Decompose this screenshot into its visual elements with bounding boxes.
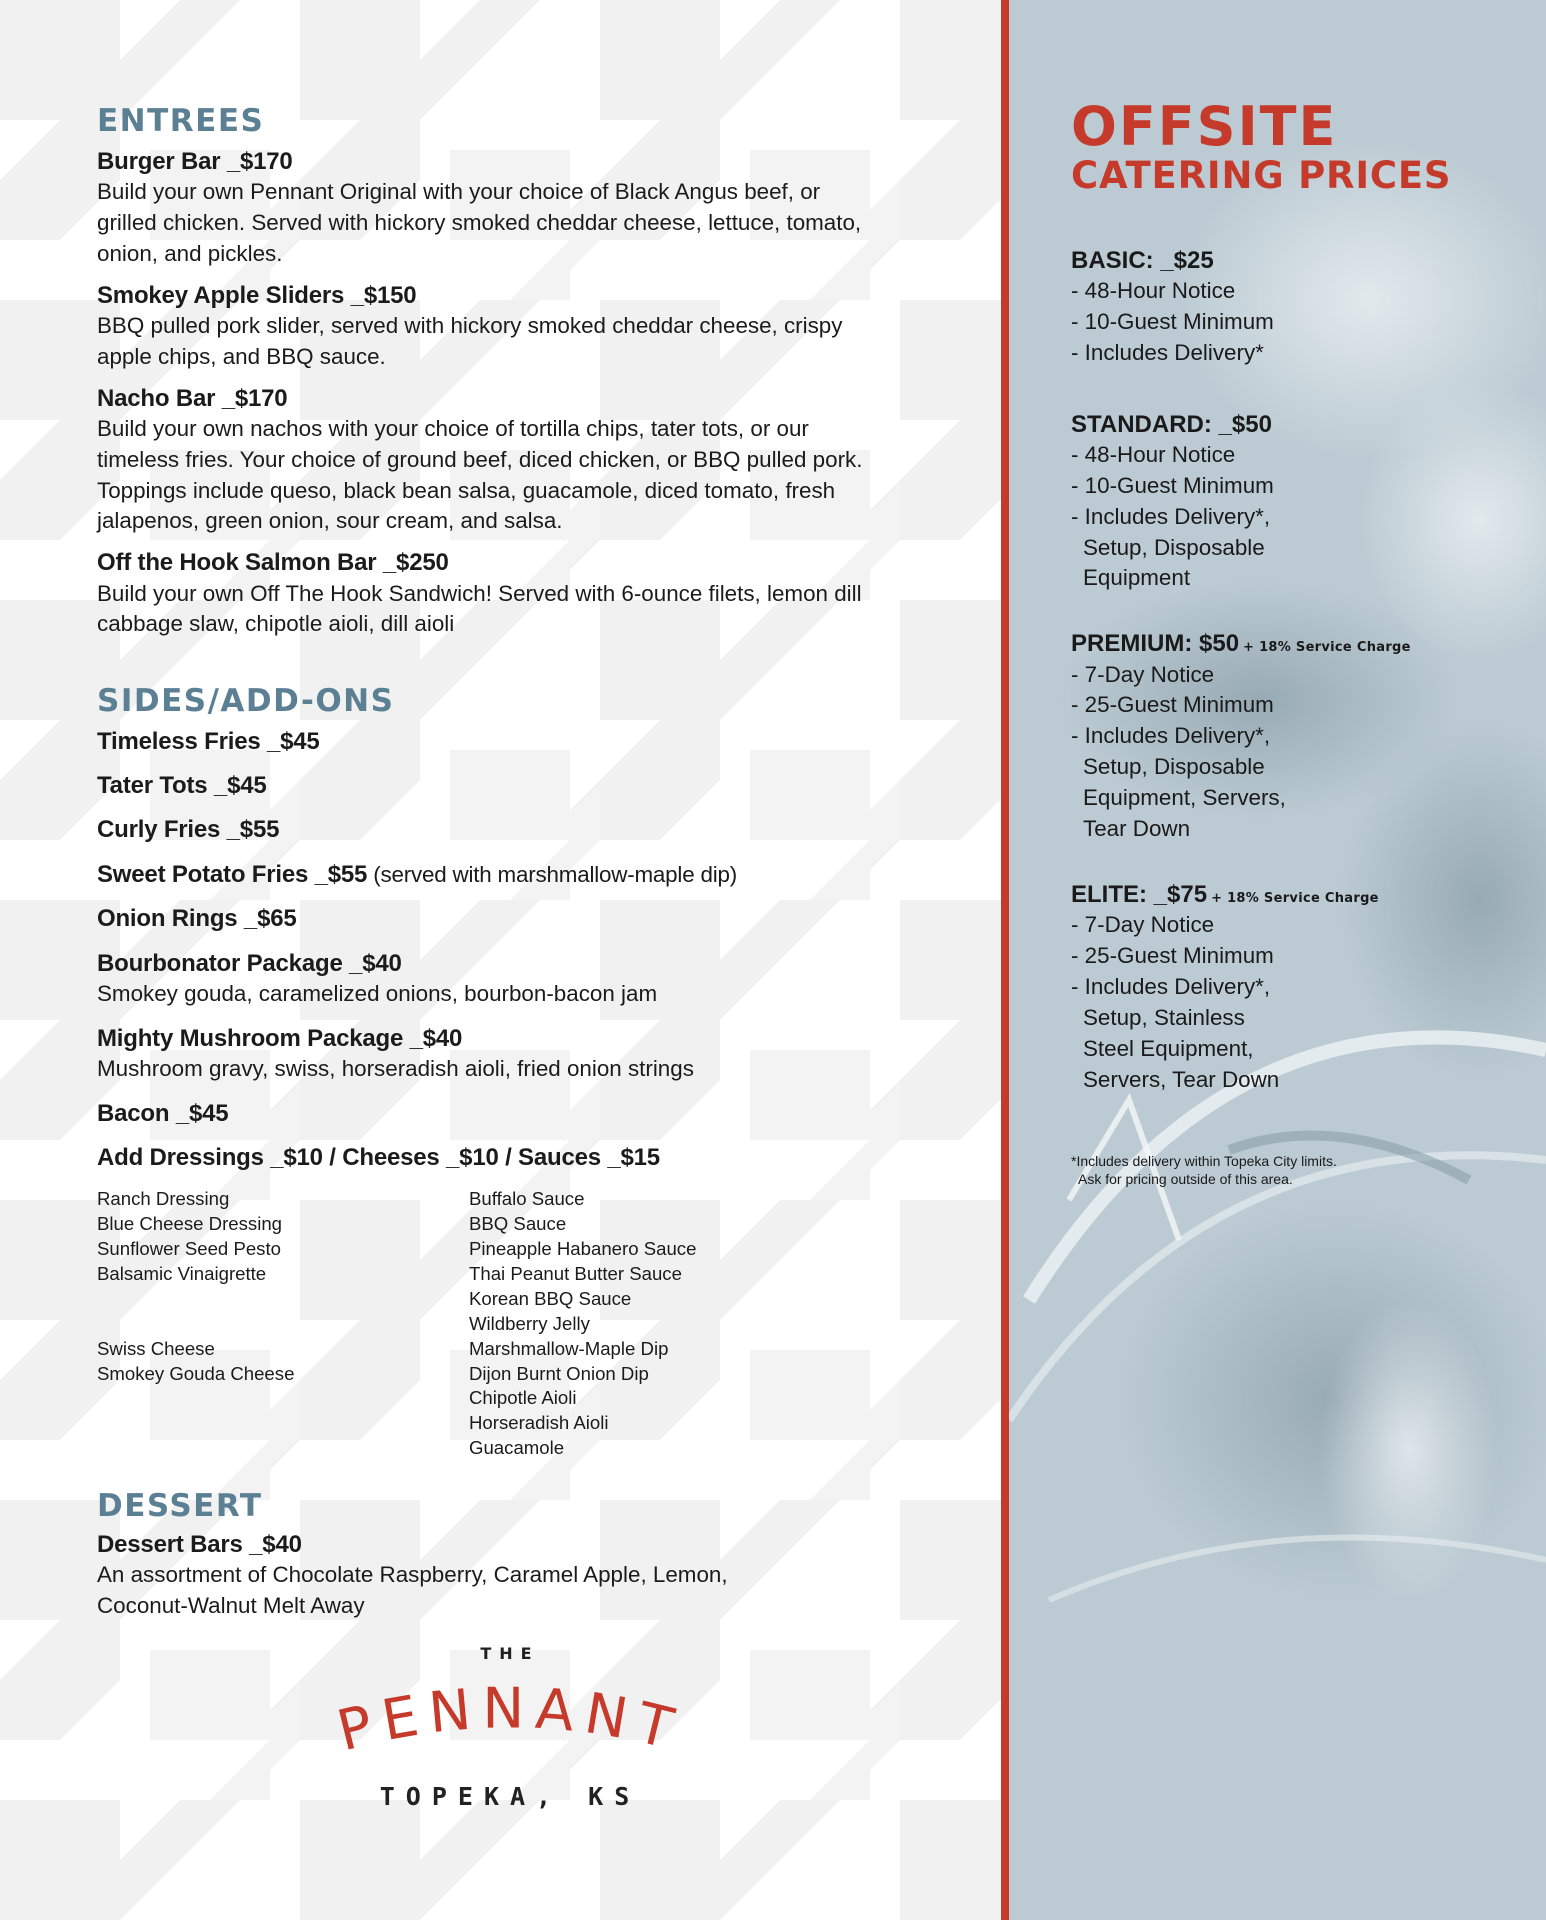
pennant-logo — [290, 1638, 750, 1818]
tier-line: - 7-Day Notice — [1071, 912, 1215, 938]
side-item — [97, 859, 947, 891]
menu-item — [97, 547, 947, 640]
service-charge: + 18% Service Charge — [1243, 640, 1411, 656]
desc-line: Toppings include queso, black bean salsa, guacamole, diced tomato, fresh — [97, 477, 836, 503]
logo-the: THE — [480, 1644, 540, 1663]
side-item: Curly Fries _$55 — [97, 816, 280, 844]
sauce-item: Horseradish Aioli — [469, 1412, 609, 1434]
sauce-item: BBQ Sauce — [469, 1213, 567, 1235]
desc-line: Build your own Pennant Original with your choice of Black Angus beef, or — [97, 178, 821, 204]
sauce-item: Chipotle Aioli — [469, 1387, 577, 1409]
tier-basic — [1071, 245, 1541, 369]
desc-line: An assortment of Chocolate Raspberry, Caramel Apple, Lemon, — [97, 1562, 728, 1588]
cheese-item: Smokey Gouda Cheese — [97, 1362, 295, 1384]
delivery-footnote — [1071, 1152, 1541, 1190]
catering-title: OFFSITE — [1071, 95, 1338, 158]
footnote-line: *Includes delivery within Topeka City limits. — [1071, 1152, 1337, 1169]
menu-item — [97, 280, 947, 373]
tier-line: - 48-Hour Notice — [1071, 441, 1236, 467]
logo-location: TOPEKA, KS — [379, 1782, 641, 1811]
tier-line: - 7-Day Notice — [1071, 661, 1215, 687]
tier-title: PREMIUM: $50 — [1071, 630, 1240, 658]
desc-line: apple chips, and BBQ sauce. — [97, 343, 386, 369]
package-item — [97, 1023, 947, 1085]
tier-line: Tear Down — [1083, 816, 1191, 842]
item-description — [97, 1560, 947, 1622]
package-desc: Mushroom gravy, swiss, horseradish aioli, fried onion strings — [97, 1055, 694, 1081]
tier-line: - Includes Delivery*, — [1071, 503, 1271, 529]
menu-item — [97, 383, 947, 538]
logo-name: PENNANT — [331, 1676, 689, 1765]
package-title: Bourbonator Package _$40 — [97, 949, 402, 977]
service-charge: + 18% Service Charge — [1211, 890, 1379, 906]
add-ons-title: Add Dressings _$10 / Cheeses _$10 / Sauces _$15 — [97, 1144, 660, 1172]
svg-text:PENNANT — [331, 1676, 689, 1764]
tier-line: Servers, Tear Down — [1083, 1066, 1280, 1092]
item-title: Burger Bar _$170 — [97, 147, 293, 175]
item-description — [97, 414, 947, 538]
desc-line: grilled chicken. Served with hickory smoked cheddar cheese, lettuce, tomato, — [97, 209, 862, 235]
side-item: Tater Tots _$45 — [97, 772, 267, 800]
side-item: Onion Rings _$65 — [97, 905, 297, 933]
catering-panel — [1009, 0, 1546, 1920]
package-title: Mighty Mushroom Package _$40 — [97, 1024, 463, 1052]
desc-line: Build your own Off The Hook Sandwich! Served with 6-ounce filets, lemon dill — [97, 580, 862, 606]
item-title: Off the Hook Salmon Bar _$250 — [97, 549, 449, 577]
sides-section — [97, 684, 947, 1461]
tier-elite — [1071, 879, 1541, 1096]
dessert-heading: DESSERT — [97, 1488, 263, 1525]
sauce-item: Wildberry Jelly — [469, 1312, 590, 1334]
footnote-line: Ask for pricing outside of this area. — [1078, 1171, 1293, 1188]
sauce-item: Pineapple Habanero Sauce — [469, 1238, 697, 1260]
package-desc: Smokey gouda, caramelized onions, bourbon-bacon jam — [97, 980, 658, 1006]
desc-line: jalapenos, green onion, sour cream, and salsa. — [97, 508, 563, 534]
desc-line: cabbage slaw, chipotle aioli, dill aioli — [97, 611, 455, 637]
desc-line: onion, and pickles. — [97, 240, 283, 266]
tier-line: - Includes Delivery*, — [1071, 723, 1271, 749]
tier-line: Setup, Stainless — [1083, 1004, 1245, 1030]
dressing-item: Sunflower Seed Pesto — [97, 1238, 281, 1260]
tier-premium — [1071, 628, 1541, 845]
side-item-note: (served with marshmallow-maple dip) — [367, 861, 738, 887]
dressings-cheeses-list — [97, 1187, 469, 1461]
entrees-section — [97, 104, 947, 640]
sauce-item: Buffalo Sauce — [469, 1188, 585, 1210]
tier-line: Equipment, Servers, — [1083, 785, 1286, 811]
desc-line: BBQ pulled pork slider, served with hickory smoked cheddar cheese, crispy — [97, 312, 843, 338]
tier-line: - Includes Delivery*, — [1071, 973, 1271, 999]
tier-title: ELITE: _$75 — [1071, 880, 1208, 908]
tier-title-row — [1071, 879, 1541, 910]
sauce-item: Dijon Burnt Onion Dip — [469, 1362, 649, 1384]
dressing-item: Blue Cheese Dressing — [97, 1213, 283, 1235]
menu-item — [97, 146, 947, 270]
tier-standard — [1071, 409, 1541, 595]
tier-title: STANDARD: _$50 — [1071, 410, 1272, 438]
tier-line: - 10-Guest Minimum — [1071, 308, 1274, 334]
add-ons-lists — [97, 1187, 947, 1461]
side-item: Timeless Fries _$45 — [97, 728, 320, 755]
tier-line: Equipment — [1083, 565, 1191, 591]
tier-line: - 48-Hour Notice — [1071, 277, 1236, 303]
item-description — [97, 177, 947, 270]
cheese-item: Swiss Cheese — [97, 1337, 215, 1359]
desc-line: Build your own nachos with your choice of tortilla chips, tater tots, or our — [97, 415, 809, 441]
desc-line: timeless fries. Your choice of ground beef, diced chicken, or BBQ pulled pork. — [97, 446, 863, 472]
logo-wordmark — [290, 1660, 730, 1770]
tier-line: - 10-Guest Minimum — [1071, 472, 1274, 498]
menu-column — [97, 104, 947, 1622]
catering-content — [1071, 95, 1541, 1189]
tier-line: Setup, Disposable — [1083, 754, 1265, 780]
entrees-heading: ENTREES — [97, 103, 265, 139]
sauce-item: Marshmallow-Maple Dip — [469, 1337, 669, 1359]
sauce-item: Thai Peanut Butter Sauce — [469, 1262, 682, 1284]
sides-heading: SIDES/ADD-ONS — [97, 683, 395, 720]
tier-title-row — [1071, 628, 1541, 659]
item-title: Smokey Apple Sliders _$150 — [97, 281, 417, 309]
tier-line: Setup, Disposable — [1083, 534, 1265, 560]
tier-line: - Includes Delivery* — [1071, 339, 1264, 365]
side-item-title: Sweet Potato Fries _$55 — [97, 860, 368, 888]
desc-line: Coconut-Walnut Melt Away — [97, 1592, 365, 1618]
sauces-list — [469, 1187, 696, 1461]
catering-subtitle: CATERING PRICES — [1071, 154, 1452, 197]
dressing-item: Ranch Dressing — [97, 1188, 230, 1210]
item-description — [97, 311, 947, 373]
tier-line: - 25-Guest Minimum — [1071, 692, 1274, 718]
item-title: Nacho Bar _$170 — [97, 384, 288, 412]
tier-line: Steel Equipment, — [1083, 1035, 1254, 1061]
sauce-item: Korean BBQ Sauce — [469, 1287, 632, 1309]
dressing-item: Balsamic Vinaigrette — [97, 1262, 267, 1284]
red-divider — [1001, 0, 1009, 1920]
side-item: Bacon _$45 — [97, 1099, 229, 1127]
package-item — [97, 948, 947, 1010]
item-title: Dessert Bars _$40 — [97, 1530, 302, 1558]
item-description — [97, 579, 947, 641]
tier-line: - 25-Guest Minimum — [1071, 943, 1274, 969]
sauce-item: Guacamole — [469, 1437, 565, 1459]
tier-title: BASIC: _$25 — [1071, 246, 1214, 274]
dessert-section — [97, 1489, 947, 1622]
